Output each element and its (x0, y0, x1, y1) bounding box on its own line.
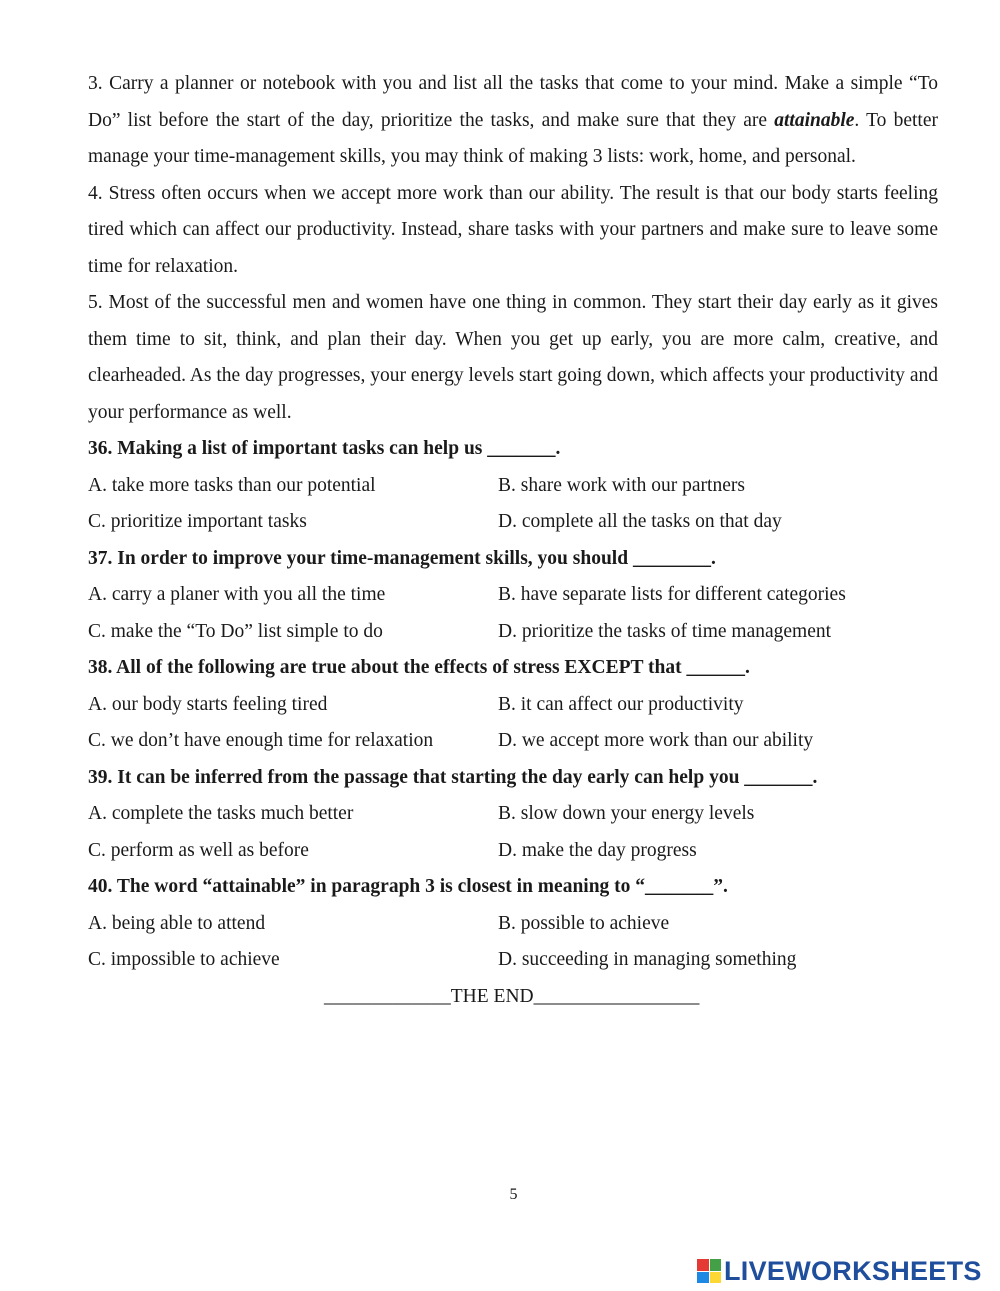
option-d[interactable]: D. complete all the tasks on that day (498, 511, 782, 532)
option-b[interactable]: B. have separate lists for different categories (498, 584, 846, 605)
question-text: 37. In order to improve your time-management skills, you should ________. (88, 547, 716, 569)
option-b[interactable]: B. possible to achieve (498, 912, 670, 934)
question-36 (88, 431, 938, 541)
option-b[interactable]: B. it can affect our productivity (498, 693, 744, 715)
option-c[interactable]: C. perform as well as before (88, 839, 309, 861)
option-d[interactable]: D. succeeding in managing something (498, 949, 797, 970)
question-text: 39. It can be inferred from the passage that starting the day early can help you _______. (88, 766, 818, 788)
brand-text: LIVEWORKSHEETS (724, 1255, 982, 1286)
option-c[interactable]: C. impossible to achieve (88, 949, 280, 970)
the-end-line: _____________THE END_________________ (324, 985, 700, 1007)
paragraph-4: 4. Stress often occurs when we accept more work than our ability. The result is that our body starts feeling tired which can affect our productivity. Instead, share tasks with your partners and make sure to leave some time for relaxation. (88, 182, 938, 277)
option-d[interactable]: D. we accept more work than our ability (498, 730, 814, 751)
question-text: 38. All of the following are true about the effects of stress EXCEPT that ______. (88, 657, 750, 678)
option-a[interactable]: A. our body starts feeling tired (88, 693, 328, 715)
question-40 (88, 869, 938, 979)
question-38 (88, 650, 938, 760)
option-d[interactable]: D. prioritize the tasks of time management (498, 620, 832, 642)
option-a[interactable]: A. carry a planer with you all the time (88, 584, 386, 605)
option-d[interactable]: D. make the day progress (498, 839, 697, 861)
logo-square-red (697, 1259, 709, 1271)
option-c[interactable]: C. we don’t have enough time for relaxation (88, 730, 434, 751)
question-37 (88, 541, 938, 651)
page-number: 5 (509, 1186, 518, 1203)
logo-square-yellow (710, 1272, 722, 1284)
option-b[interactable]: B. share work with our partners (498, 474, 745, 496)
option-c[interactable]: C. make the “To Do” list simple to do (88, 620, 383, 642)
option-a[interactable]: A. take more tasks than our potential (88, 474, 376, 496)
option-a[interactable]: A. being able to attend (88, 912, 266, 934)
worksheet-page (88, 66, 938, 1015)
liveworksheets-brand[interactable] (697, 1255, 982, 1287)
logo-square-green (710, 1259, 722, 1271)
paragraph-3: 3. Carry a planner or notebook with you and list all the tasks that come to your mind. Make a simple “To Do” list before the start of the day, prioritize the tasks, and make sure that they are attainable. To better manage your time-management skills, you may think of making 3 lists: work, home, and personal. (88, 73, 938, 167)
question-text: 36. Making a list of important tasks can help us _______. (88, 438, 561, 459)
option-b[interactable]: B. slow down your energy levels (498, 803, 755, 824)
option-c[interactable]: C. prioritize important tasks (88, 511, 307, 532)
paragraph-5: 5. Most of the successful men and women have one thing in common. They start their day early as it gives them time to sit, think, and plan their day. When you get up early, you are more calm, creative, and clearheaded. As the day progresses, your energy levels start going down, which affects your productivity and your performance as well. (88, 292, 938, 423)
question-39 (88, 760, 938, 870)
option-a[interactable]: A. complete the tasks much better (88, 803, 354, 824)
question-text: 40. The word “attainable” in paragraph 3 is closest in meaning to “_______”. (88, 876, 728, 897)
liveworksheets-logo-icon (697, 1259, 721, 1283)
logo-square-blue (697, 1272, 709, 1284)
keyword-attainable: attainable (774, 109, 855, 131)
